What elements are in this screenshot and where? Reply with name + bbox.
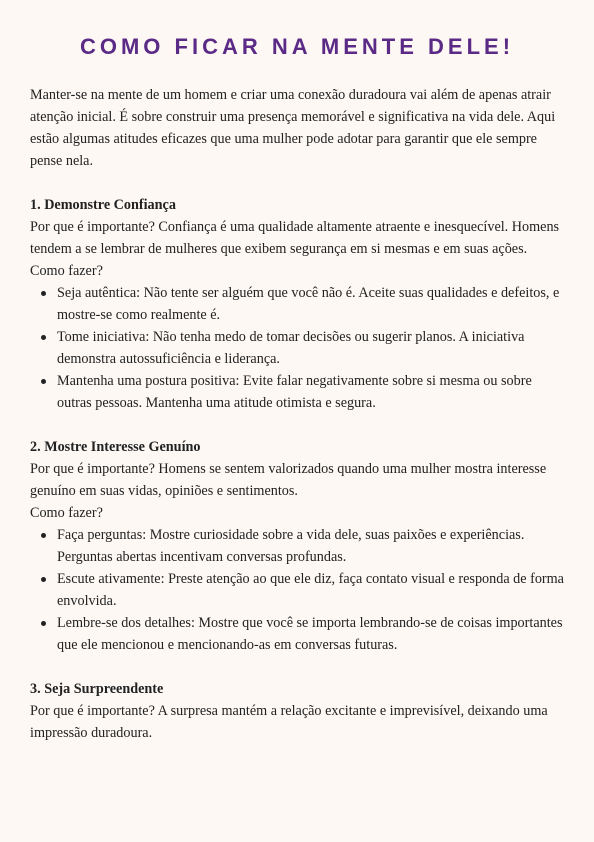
list-item [57, 612, 564, 656]
list-item [57, 568, 564, 612]
bullet-icon [41, 621, 46, 626]
list-item-text: Mantenha uma postura positiva: Evite falar negativamente sobre si mesma ou sobre outras pessoas. Mantenha uma atitude otimista e segura. [57, 373, 532, 411]
why-paragraph: Por que é importante? A surpresa mantém a relação excitante e imprevisível, deixando uma impressão duradoura. [30, 703, 548, 741]
section-title: 3. Seja Surpreendente [30, 681, 164, 697]
list-item-text: Lembre-se dos detalhes: Mostre que você se importa lembrando-se de coisas importantes que ele mencionou e mencionando-as em conversas futuras. [57, 615, 563, 653]
list-item-text: Tome iniciativa: Não tenha medo de tomar decisões ou sugerir planos. A iniciativa demonstra autossuficiência e liderança. [57, 329, 525, 367]
page-title: COMO FICAR NA MENTE DELE! [79, 34, 515, 59]
section-title: 1. Demonstre Confiança [30, 197, 176, 213]
section-interesse [30, 436, 564, 656]
tips-list [30, 524, 564, 656]
intro-paragraph: Manter-se na mente de um homem e criar uma conexão duradoura vai além de apenas atrair atenção inicial. É sobre construir uma presença memorável e significativa na vida dele. Aqui estão algumas atitudes eficazes que uma mulher pode adotar para garantir que ele sempre pense nela. [30, 87, 556, 169]
tips-list [30, 282, 564, 414]
why-paragraph: Por que é importante? Homens se sentem valorizados quando uma mulher mostra interesse genuíno em suas vidas, opiniões e sentimentos. [30, 461, 547, 499]
bullet-icon [41, 291, 46, 296]
list-item-text: Faça perguntas: Mostre curiosidade sobre a vida dele, suas paixões e experiências. Perguntas abertas incentivam conversas profundas. [57, 527, 525, 565]
how-label: Como fazer? [30, 505, 103, 521]
bullet-icon [41, 335, 46, 340]
section-surpreendente [30, 678, 564, 744]
list-item-text: Seja autêntica: Não tente ser alguém que você não é. Aceite suas qualidades e defeitos, e mostre-se como realmente é. [57, 285, 560, 323]
bullet-icon [41, 533, 46, 538]
list-item-text: Escute ativamente: Preste atenção ao que ele diz, faça contato visual e responda de forma envolvida. [57, 571, 564, 609]
list-item [57, 326, 564, 370]
bullet-icon [41, 379, 46, 384]
list-item [57, 524, 564, 568]
bullet-icon [41, 577, 46, 582]
why-paragraph: Por que é importante? Confiança é uma qualidade altamente atraente e inesquecível. Homens tendem a se lembrar de mulheres que exibem segurança em si mesmas e em suas ações. [30, 219, 560, 257]
how-label: Como fazer? [30, 263, 103, 279]
list-item [57, 370, 564, 414]
section-title: 2. Mostre Interesse Genuíno [30, 439, 201, 455]
list-item [57, 282, 564, 326]
section-confianca [30, 194, 564, 414]
